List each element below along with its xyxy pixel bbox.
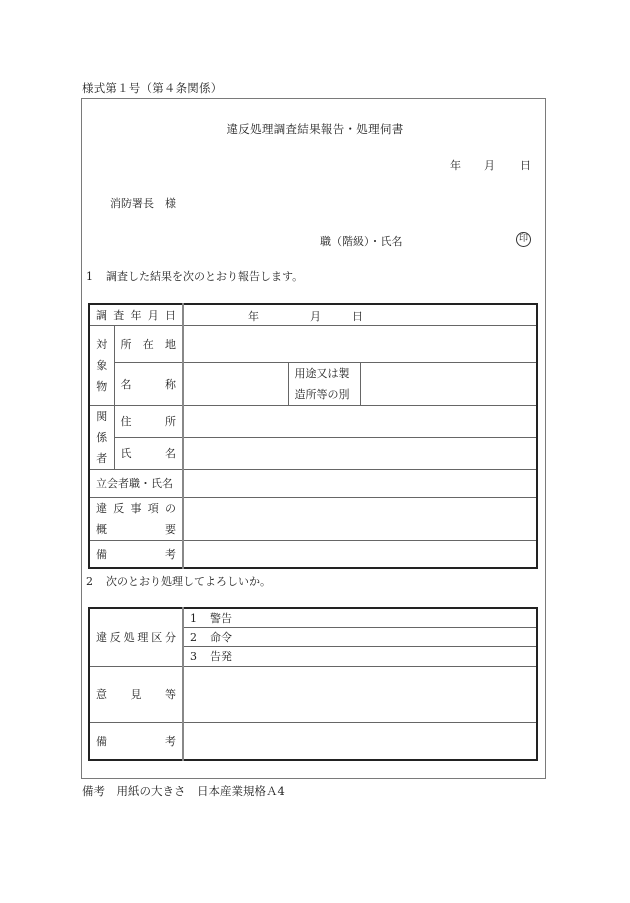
form-id: 様式第１号（第４条関係） (82, 81, 223, 95)
witness-field[interactable] (183, 469, 537, 497)
person-name-label: 氏 名 (114, 437, 183, 469)
address-field[interactable] (183, 405, 537, 437)
row-address (89, 405, 537, 437)
row-disposition-remarks (89, 722, 537, 760)
usage-field[interactable] (360, 362, 537, 405)
addressee: 消防署長 様 (110, 197, 176, 210)
date-year-label: 年 (450, 159, 461, 172)
name-label: 名 称 (114, 362, 183, 405)
person-name-field[interactable] (183, 437, 537, 469)
row-person-name (89, 437, 537, 469)
disposition-remarks-label: 備 考 (89, 722, 183, 760)
date-day-label: 日 (520, 159, 531, 172)
section1-heading (86, 268, 303, 284)
violation-summary-field[interactable] (183, 497, 537, 540)
section1-text: 調査した結果を次のとおり報告します。 (106, 270, 304, 283)
remarks-field[interactable] (183, 540, 537, 568)
related-group-label: 関 係 者 (89, 405, 114, 469)
row-violation-summary (89, 497, 537, 540)
category-option-order[interactable]: 2 命令 (183, 627, 537, 646)
section2-number: 2 (86, 575, 93, 588)
opinion-label: 意 見 等 (89, 666, 183, 722)
row-survey-date (89, 304, 537, 325)
usage-label: 用途又は製 造所等の別 (288, 362, 360, 405)
survey-report-table (88, 303, 538, 569)
location-field[interactable] (183, 325, 537, 362)
category-label: 違 反 処 理 区 分 (89, 608, 183, 666)
row-remarks (89, 540, 537, 568)
category-option-warning[interactable]: 1 警告 (183, 608, 537, 627)
disposition-remarks-field[interactable] (183, 722, 537, 760)
row-witness (89, 469, 537, 497)
footer-note: 備考 用紙の大きさ 日本産業規格Ａ4 (82, 784, 285, 798)
category-option-accusation[interactable]: 3 告発 (183, 646, 537, 666)
survey-date-label: 調 査 年 月 日 (89, 304, 183, 325)
remarks-label: 備 考 (89, 540, 183, 568)
seal-icon: 印 (516, 232, 531, 247)
document-title: 違反処理調査結果報告・処理伺書 (226, 122, 404, 136)
target-group-label: 対 象 物 (89, 325, 114, 405)
opinion-field[interactable] (183, 666, 537, 722)
section1-number: 1 (86, 270, 93, 283)
row-location (89, 325, 537, 362)
location-label: 所 在 地 (114, 325, 183, 362)
violation-summary-label: 違 反 事 項 の 概 要 (89, 497, 183, 540)
section2-text: 次のとおり処理してよろしいか。 (106, 575, 271, 588)
address-label: 住 所 (114, 405, 183, 437)
date-month-label: 月 (484, 159, 495, 172)
disposition-table (88, 607, 538, 761)
witness-label: 立会者職・氏名 (89, 469, 183, 497)
sender-name-label: 職（階級）・氏名 (320, 235, 403, 248)
name-field[interactable] (183, 362, 288, 405)
survey-date-field[interactable]: 年 月 日 (183, 304, 537, 325)
row-opinion (89, 666, 537, 722)
row-name (89, 362, 537, 405)
section2-heading (86, 573, 271, 589)
row-category-option-1 (89, 608, 537, 627)
